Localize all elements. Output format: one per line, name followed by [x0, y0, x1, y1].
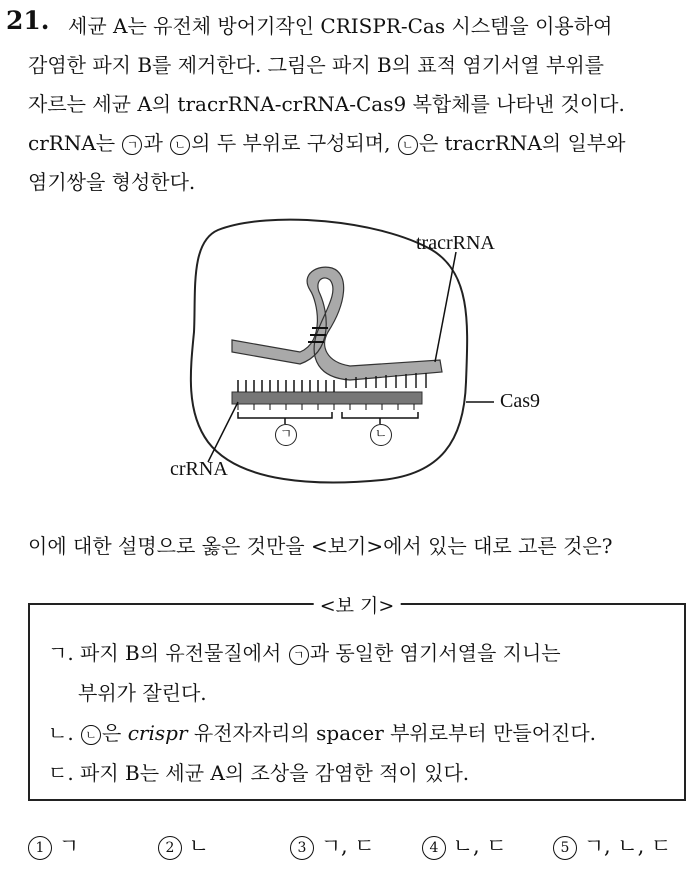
- answer-3[interactable]: [290, 830, 375, 860]
- answer-2[interactable]: [158, 830, 209, 860]
- s1-symbol: ㄱ: [289, 645, 309, 665]
- statement-1: [48, 637, 561, 666]
- statement-2: [48, 717, 596, 746]
- question-line-5: 염기쌍을 형성한다.: [28, 170, 196, 194]
- statement-1-line2: 부위가 잘린다.: [78, 681, 207, 705]
- mark-a: ㄱ: [275, 424, 297, 446]
- label-tracrrna: tracrRNA: [416, 232, 495, 254]
- question-line-4: [28, 127, 625, 156]
- answer-5-text: ㄱ, ㄴ, ㄷ: [583, 834, 672, 858]
- s1-suffix: 과 동일한 염기서열을 지니는: [309, 641, 561, 665]
- crrna-bar: [232, 392, 422, 404]
- label-cas9: Cas9: [500, 390, 540, 412]
- answer-5-number: 5: [553, 836, 577, 860]
- symbol-b-2: ㄴ: [398, 135, 418, 155]
- line4-part1: crRNA는: [28, 131, 122, 155]
- answer-1-number: 1: [28, 836, 52, 860]
- statement-3: ㄷ. 파지 B는 세균 A의 조상을 감염한 적이 있다.: [48, 761, 470, 785]
- answer-4-number: 4: [422, 836, 446, 860]
- answer-2-number: 2: [158, 836, 182, 860]
- question-prompt: 이에 대한 설명으로 옳은 것만을 <보기>에서 있는 대로 고른 것은?: [28, 534, 613, 558]
- label-crrna: crRNA: [170, 458, 228, 480]
- answer-4-text: ㄴ, ㄷ: [452, 834, 507, 858]
- line4-part2: 과: [143, 131, 170, 155]
- question-line-3: 자르는 세균 A의 tracrRNA-crRNA-Cas9 복합체를 나타낸 것이다.: [28, 92, 625, 116]
- answer-2-text: ㄴ: [188, 834, 209, 858]
- box-title: <보 기>: [314, 591, 401, 618]
- line4-part4: 은 tracrRNA의 일부와: [418, 131, 626, 155]
- complex-figure: [150, 212, 570, 502]
- s2-italic: crispr: [127, 721, 188, 745]
- answer-options: [28, 830, 688, 860]
- line4-part3: 의 두 부위로 구성되며,: [191, 131, 397, 155]
- choices-box: [28, 595, 686, 801]
- s2-prefix: ㄴ.: [48, 721, 81, 745]
- answer-3-text: ㄱ, ㄷ: [320, 834, 375, 858]
- answer-4[interactable]: [422, 830, 507, 860]
- answer-1-text: ㄱ: [58, 834, 79, 858]
- symbol-b: ㄴ: [170, 135, 190, 155]
- symbol-a: ㄱ: [122, 135, 142, 155]
- s2-mid: 은: [102, 721, 128, 745]
- answer-1[interactable]: [28, 830, 79, 860]
- question-number: 21.: [6, 6, 50, 35]
- answer-3-number: 3: [290, 836, 314, 860]
- s1-prefix: ㄱ. 파지 B의 유전물질에서: [48, 641, 288, 665]
- question-line-1: 세균 A는 유전체 방어기작인 CRISPR-Cas 시스템을 이용하여: [68, 14, 613, 38]
- mark-b: ㄴ: [370, 424, 392, 446]
- s2-suffix: 유전자자리의 spacer 부위로부터 만들어진다.: [187, 721, 597, 745]
- answer-5[interactable]: [553, 830, 671, 860]
- s2-symbol: ㄴ: [81, 725, 101, 745]
- question-line-2: 감염한 파지 B를 제거한다. 그림은 파지 B의 표적 염기서열 부위를: [28, 53, 604, 77]
